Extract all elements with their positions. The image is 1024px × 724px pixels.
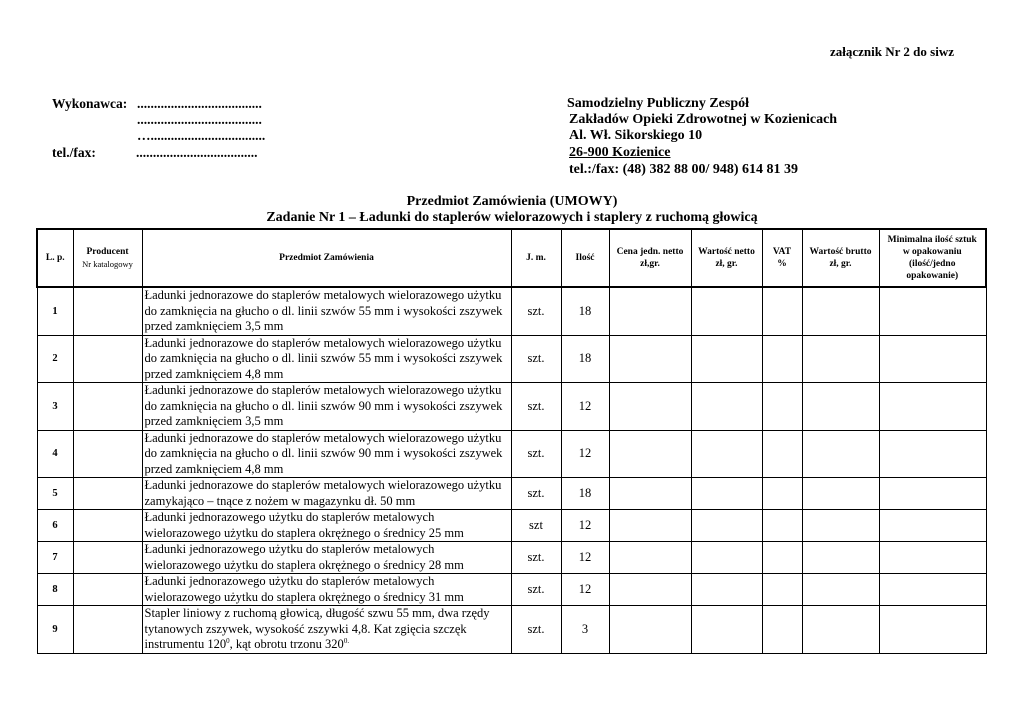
header-min-3: (ilość/jedno (909, 259, 956, 269)
row-unit-price[interactable] (609, 606, 691, 654)
row-unit: szt. (511, 542, 561, 574)
row-description: Ładunki jednorazowego użytku do staplerów metalowych wielorazowego użytku do staplera okrężnego o średnicy 28 mm (142, 542, 511, 574)
row-qty: 12 (561, 574, 609, 606)
row-lp: 3 (37, 383, 73, 431)
order-table (36, 228, 987, 654)
row-unit-price[interactable] (609, 287, 691, 335)
row-lp: 8 (37, 574, 73, 606)
recipient-line-2: Zakładów Opieki Zdrowotnej w Kozienicach (569, 112, 838, 127)
row-lp: 6 (37, 510, 73, 542)
row-description: Ładunki jednorazowego użytku do staplerów metalowych wielorazowego użytku do staplera okrężnego o średnicy 31 mm (142, 574, 511, 606)
row-gross[interactable] (802, 430, 879, 478)
row-lp: 9 (37, 606, 73, 654)
row-producer[interactable] (73, 478, 142, 510)
table-row (37, 478, 986, 510)
row-description: Ładunki jednorazowe do staplerów metalowych wielorazowego użytku do zamknięcia na głucho o dl. linii szwów 90 mm i wysokości zszywek przed zamknięciem 4,8 mm (142, 430, 511, 478)
row-gross[interactable] (802, 335, 879, 383)
table-row (37, 510, 986, 542)
row-lp: 2 (37, 335, 73, 383)
row-unit-price[interactable] (609, 478, 691, 510)
row-unit-price[interactable] (609, 542, 691, 574)
row-vat[interactable] (762, 574, 802, 606)
row-unit: szt. (511, 478, 561, 510)
row-unit: szt. (511, 606, 561, 654)
row-net-value[interactable] (691, 335, 762, 383)
contractor-line-1: ..................................... (137, 96, 262, 111)
header-qty: Ilość (561, 229, 609, 287)
row-unit: szt. (511, 383, 561, 431)
row-vat[interactable] (762, 542, 802, 574)
header-min-1: Minimalna ilość sztuk (887, 235, 977, 245)
row-net-value[interactable] (691, 478, 762, 510)
row-description: Ładunki jednorazowe do staplerów metalowych wielorazowego użytku zamykająco – tnące z nożem w magazynku dł. 50 mm (142, 478, 511, 510)
header-vat-2: % (777, 259, 787, 269)
row-gross[interactable] (802, 383, 879, 431)
table-header-row (37, 229, 986, 287)
row-description-part-2: , kąt obrotu trzonu 320 (229, 637, 344, 651)
tel-label: tel./fax: (52, 145, 96, 160)
row-unit-price[interactable] (609, 335, 691, 383)
row-description: Ładunki jednorazowe do staplerów metalowych wielorazowego użytku do zamknięcia na głucho o dl. linii szwów 55 mm i wysokości zszywek przed zamknięciem 3,5 mm (142, 287, 511, 335)
table-row (37, 287, 986, 335)
row-producer[interactable] (73, 383, 142, 431)
row-qty: 3 (561, 606, 609, 654)
row-min-qty[interactable] (879, 478, 986, 510)
row-unit: szt. (511, 574, 561, 606)
row-gross[interactable] (802, 287, 879, 335)
header-min-4: opakowanie) (906, 271, 959, 281)
annex-label: załącznik Nr 2 do siwz (830, 44, 954, 59)
header-unit: J. m. (511, 229, 561, 287)
row-vat[interactable] (762, 478, 802, 510)
row-unit-price[interactable] (609, 383, 691, 431)
row-gross[interactable] (802, 574, 879, 606)
header-net-value-1: Wartość netto (698, 247, 755, 257)
row-net-value[interactable] (691, 542, 762, 574)
table-row (37, 574, 986, 606)
row-unit: szt. (511, 335, 561, 383)
header-min-qty (879, 229, 986, 287)
row-min-qty[interactable] (879, 542, 986, 574)
row-min-qty[interactable] (879, 574, 986, 606)
row-unit: szt. (511, 287, 561, 335)
row-unit-price[interactable] (609, 574, 691, 606)
row-lp: 1 (37, 287, 73, 335)
row-description: Ładunki jednorazowe do staplerów metalowych wielorazowego użytku do zamknięcia na głucho o dl. linii szwów 55 mm i wysokości zszywek przed zamknięciem 4,8 mm (142, 335, 511, 383)
header-gross (802, 229, 879, 287)
header-net-value-2: zł, gr. (715, 259, 738, 269)
header-vat-1: VAT (772, 247, 792, 257)
header-unit-price-1: Cena jedn. netto (616, 247, 684, 257)
row-unit-price[interactable] (609, 430, 691, 478)
header-producer-label: Producent (86, 246, 129, 257)
row-producer[interactable] (73, 335, 142, 383)
row-net-value[interactable] (691, 510, 762, 542)
row-min-qty[interactable] (879, 383, 986, 431)
table-row (37, 542, 986, 574)
row-gross[interactable] (802, 606, 879, 654)
row-net-value[interactable] (691, 606, 762, 654)
row-vat[interactable] (762, 430, 802, 478)
row-producer[interactable] (73, 574, 142, 606)
row-unit: szt (511, 510, 561, 542)
row-qty: 12 (561, 430, 609, 478)
row-qty: 18 (561, 287, 609, 335)
header-lp: L. p. (37, 229, 73, 287)
recipient-line-4: 26-900 Kozienice (569, 145, 671, 160)
row-vat[interactable] (762, 335, 802, 383)
recipient-line-5: tel.:/fax: (48) 382 88 00/ 948) 614 81 39 (569, 162, 799, 177)
header-min-2: w opakowaniu (902, 247, 962, 257)
table-row (37, 430, 986, 478)
recipient-line-3: Al. Wł. Sikorskiego 10 (569, 128, 703, 143)
recipient-line-1: Samodzielny Publiczny Zespół (567, 96, 750, 111)
row-net-value[interactable] (691, 430, 762, 478)
header-catalog-label: Nr katalogowy (82, 258, 133, 269)
row-description: Ładunki jednorazowego użytku do staplerów metalowych wielorazowego użytku do staplera okrężnego o średnicy 25 mm (142, 510, 511, 542)
row-description (142, 606, 511, 654)
row-gross[interactable] (802, 478, 879, 510)
row-lp: 5 (37, 478, 73, 510)
task-title: Zadanie Nr 1 – Ładunki do staplerów wielorazowych i staplery z ruchomą głowicą (266, 210, 758, 225)
row-producer[interactable] (73, 606, 142, 654)
row-min-qty[interactable] (879, 335, 986, 383)
contractor-line-3: ….................................. (137, 128, 266, 143)
header-gross-2: zł, gr. (829, 259, 852, 269)
row-lp: 4 (37, 430, 73, 478)
tel-line: .................................... (136, 145, 258, 160)
header-net-value (691, 229, 762, 287)
table-row (37, 335, 986, 383)
header-unit-price (609, 229, 691, 287)
contractor-line-2: ..................................... (137, 112, 262, 127)
row-qty: 12 (561, 383, 609, 431)
document-title: Przedmiot Zamówienia (UMOWY) (406, 194, 618, 209)
row-min-qty[interactable] (879, 510, 986, 542)
contractor-label: Wykonawca: (52, 96, 128, 111)
degree-sup-2: 0. (343, 636, 350, 645)
row-qty: 12 (561, 542, 609, 574)
row-producer[interactable] (73, 430, 142, 478)
row-unit: szt. (511, 430, 561, 478)
row-producer[interactable] (73, 542, 142, 574)
row-net-value[interactable] (691, 383, 762, 431)
row-net-value[interactable] (691, 287, 762, 335)
row-min-qty[interactable] (879, 287, 986, 335)
header-gross-1: Wartość brutto (809, 247, 872, 257)
table-row (37, 606, 986, 654)
header-producer (73, 229, 142, 287)
header-vat (762, 229, 802, 287)
row-unit-price[interactable] (609, 510, 691, 542)
header-subject: Przedmiot Zamówienia (142, 229, 511, 287)
row-vat[interactable] (762, 510, 802, 542)
row-vat[interactable] (762, 287, 802, 335)
row-qty: 18 (561, 478, 609, 510)
row-qty: 12 (561, 510, 609, 542)
row-producer[interactable] (73, 287, 142, 335)
table-row (37, 383, 986, 431)
row-producer[interactable] (73, 510, 142, 542)
row-description-part-1: Stapler liniowy z ruchomą głowicą, długość szwu 55 mm, dwa rzędy tytanowych zszywek, wysokość zszywki 4,8. Kat zgięcia szczęk instrumentu 120 (144, 606, 490, 651)
row-gross[interactable] (802, 510, 879, 542)
row-min-qty[interactable] (879, 606, 986, 654)
row-net-value[interactable] (691, 574, 762, 606)
row-min-qty[interactable] (879, 430, 986, 478)
header-unit-price-2: zł,gr. (640, 259, 660, 269)
row-qty: 18 (561, 335, 609, 383)
row-vat[interactable] (762, 606, 802, 654)
row-vat[interactable] (762, 383, 802, 431)
row-gross[interactable] (802, 542, 879, 574)
degree-sup-1: 0 (226, 636, 230, 645)
row-description: Ładunki jednorazowe do staplerów metalowych wielorazowego użytku do zamknięcia na głucho o dl. linii szwów 90 mm i wysokości zszywek przed zamknięciem 3,5 mm (142, 383, 511, 431)
row-lp: 7 (37, 542, 73, 574)
